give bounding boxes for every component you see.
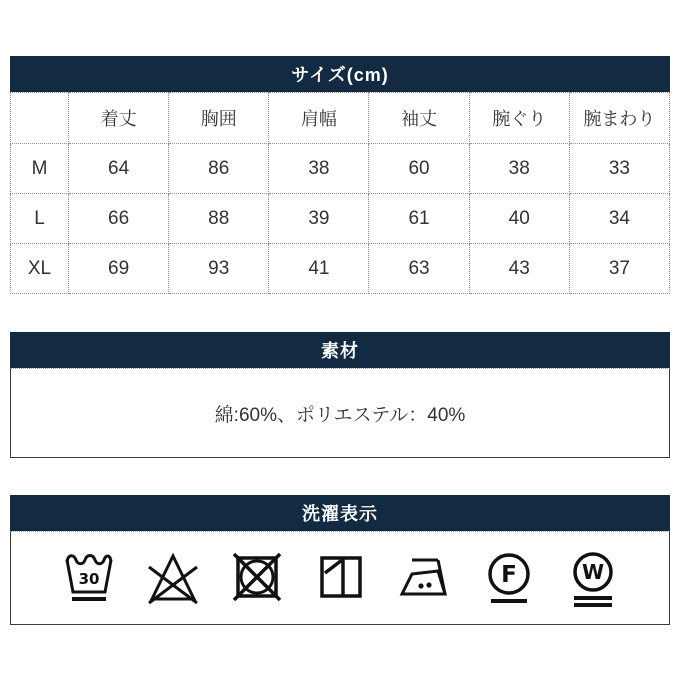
do-not-bleach-icon <box>147 547 199 609</box>
size-cell: 60 <box>369 144 469 194</box>
size-cell: 43 <box>469 244 569 294</box>
size-cell: 38 <box>469 144 569 194</box>
svg-text:W: W <box>581 560 605 584</box>
size-cell: 66 <box>69 194 169 244</box>
do-not-tumble-dry-icon <box>231 547 283 609</box>
size-row-label: L <box>11 194 69 244</box>
size-cell: 38 <box>269 144 369 194</box>
size-row-label: XL <box>11 244 69 294</box>
size-cell: 34 <box>569 194 669 244</box>
size-column-header: 胸囲 <box>169 93 269 144</box>
material-section <box>10 332 670 458</box>
care-section <box>10 495 670 625</box>
material-section-title: 素材 <box>321 341 359 361</box>
size-cell: 37 <box>569 244 669 294</box>
size-cell: 69 <box>69 244 169 294</box>
care-section-header <box>10 495 670 531</box>
size-column-header: 腕ぐり <box>469 93 569 144</box>
size-column-header <box>11 93 69 144</box>
svg-text:30: 30 <box>78 570 100 588</box>
size-column-header: 袖丈 <box>369 93 469 144</box>
size-column-header: 着丈 <box>69 93 169 144</box>
size-cell: 86 <box>169 144 269 194</box>
dry-clean-petroleum-gentle-icon <box>483 547 535 609</box>
size-cell: 93 <box>169 244 269 294</box>
size-cell: 61 <box>369 194 469 244</box>
material-composition-text: 綿:60%、ポリエステル：40% <box>214 404 466 426</box>
svg-text:F: F <box>501 562 517 588</box>
size-cell: 64 <box>69 144 169 194</box>
material-section-header <box>10 332 670 368</box>
material-box <box>10 368 670 458</box>
size-column-header: 腕まわり <box>569 93 669 144</box>
size-cell: 39 <box>269 194 369 244</box>
size-table-row <box>11 144 670 194</box>
size-table-row <box>11 194 670 244</box>
wet-clean-very-gentle-icon <box>567 547 619 609</box>
size-section-header <box>10 56 670 92</box>
size-cell: 41 <box>269 244 369 294</box>
size-cell: 40 <box>469 194 569 244</box>
size-row-label: M <box>11 144 69 194</box>
size-table-header-row <box>11 93 670 144</box>
size-cell: 88 <box>169 194 269 244</box>
size-section-title: サイズ(cm) <box>291 65 389 85</box>
iron-medium-two-dots-icon <box>399 547 451 609</box>
size-column-header: 肩幅 <box>269 93 369 144</box>
size-cell: 33 <box>569 144 669 194</box>
care-section-title: 洗濯表示 <box>302 504 378 524</box>
size-table <box>10 92 670 294</box>
size-section <box>10 56 670 294</box>
size-table-row <box>11 244 670 294</box>
wash-30-gentle-icon <box>63 547 115 609</box>
care-symbols-box <box>10 531 670 625</box>
line-dry-in-shade-icon <box>315 547 367 609</box>
size-cell: 63 <box>369 244 469 294</box>
